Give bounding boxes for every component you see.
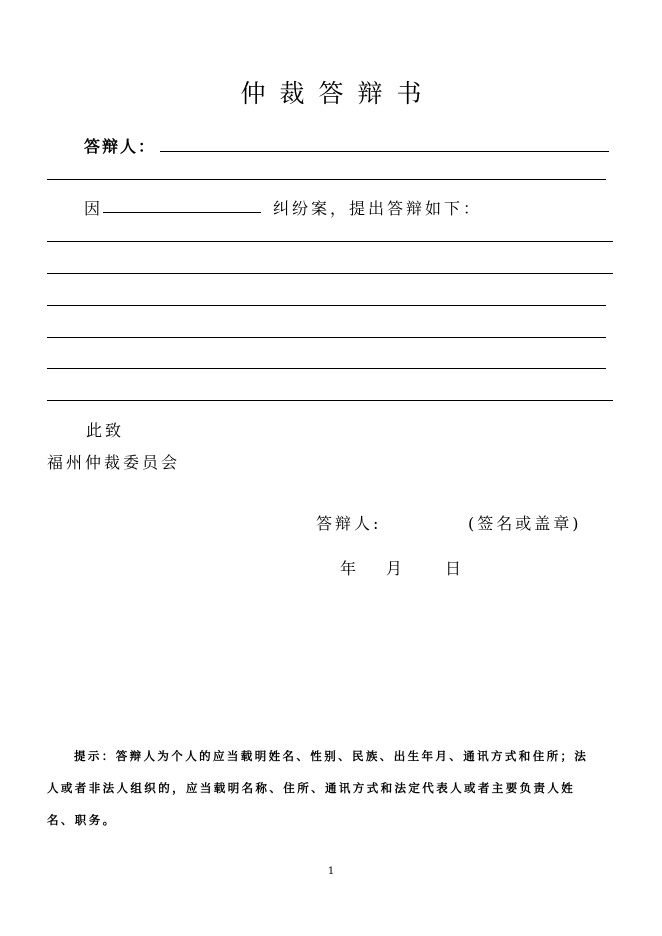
signature-note: (签名或盖章): [468, 514, 582, 533]
answer-line-4[interactable]: [47, 337, 606, 338]
dispute-prefix: 因: [84, 199, 104, 218]
signature-label: 答辩人:: [316, 514, 382, 533]
recipient: 福州仲裁委员会: [47, 453, 181, 472]
salutation: 此致: [86, 421, 125, 440]
hint-line-2: 人或者非法人组织的，应当载明名称、住所、通讯方式和法定代表人或者主要负责人姓: [47, 781, 576, 795]
document-title: 仲裁答辩书: [240, 79, 436, 108]
respondent-field-line[interactable]: [160, 151, 609, 152]
hint-line-1: 提示：答辩人为个人的应当载明姓名、性别、民族、出生年月、通讯方式和住所；法: [74, 749, 589, 763]
date-year: 年: [340, 559, 360, 578]
answer-line-2[interactable]: [47, 273, 613, 274]
answer-line-1[interactable]: [47, 241, 613, 242]
date-day: 日: [445, 559, 465, 578]
answer-line-5[interactable]: [47, 368, 606, 369]
respondent-label: 答辩人：: [84, 137, 157, 156]
answer-line-6[interactable]: [47, 400, 613, 401]
hint-line-3: 名、职务。: [47, 813, 117, 827]
date-month: 月: [386, 559, 406, 578]
respondent-field-line-2[interactable]: [47, 179, 606, 180]
answer-line-3[interactable]: [47, 305, 606, 306]
dispute-type-field-line[interactable]: [103, 212, 261, 213]
dispute-suffix: 纠纷案，提出答辩如下：: [273, 199, 483, 218]
page-number: 1: [327, 866, 335, 877]
